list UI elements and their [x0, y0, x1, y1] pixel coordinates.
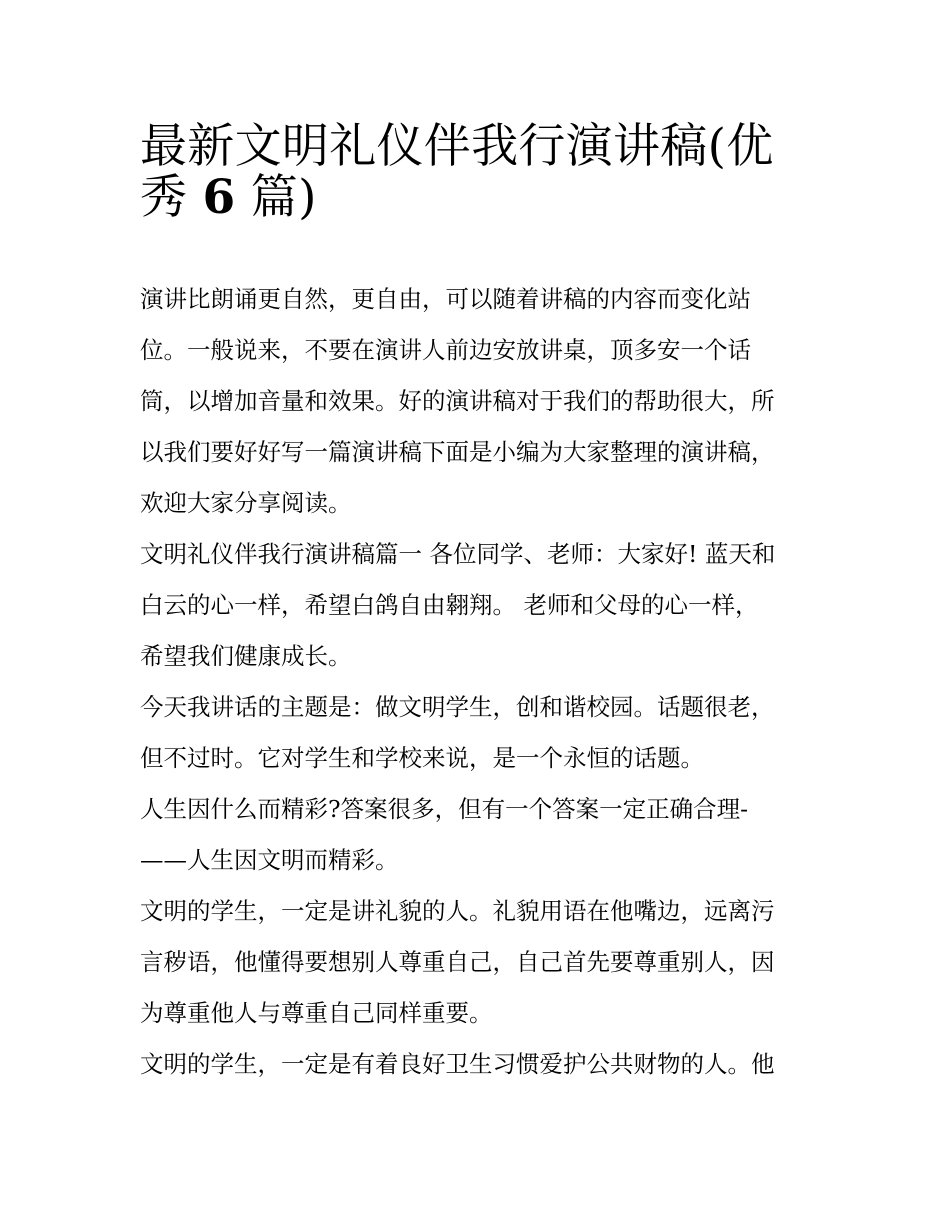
text-line: 演讲比朗诵更自然，更自由，可以随着讲稿的内容而变化站	[140, 285, 751, 313]
text-line: 为尊重他人与尊重自己同样重要。	[140, 999, 493, 1027]
paragraph-theme	[140, 682, 820, 784]
document-body	[140, 274, 820, 1090]
paragraph-intro	[140, 274, 820, 529]
text-line: ——人生因文明而精彩。	[140, 846, 399, 874]
paragraph-question	[140, 784, 820, 886]
text-line: 希望我们健康成长。	[140, 642, 352, 670]
text-line: 以我们要好好写一篇演讲稿下面是小编为大家整理的演讲稿，	[140, 438, 775, 466]
text-line: 人生因什么而精彩?答案很多，但有一个答案一定正确合理-	[140, 795, 749, 823]
text-line: 但不过时。它对学生和学校来说，是一个永恒的话题。	[140, 744, 704, 772]
text-line: 言秽语，他懂得要想别人尊重自己，自己首先要尊重别人，因	[140, 948, 775, 976]
paragraph-politeness	[140, 886, 820, 1039]
title-line-1: 最新文明礼仪伴我行演讲稿(优	[140, 119, 774, 174]
text-line: 文明礼仪伴我行演讲稿篇一 各位同学、老师：大家好! 蓝天和	[140, 540, 776, 568]
text-line: 今天我讲话的主题是：做文明学生，创和谐校园。话题很老，	[140, 693, 775, 721]
text-line: 文明的学生，一定是讲礼貌的人。礼貌用语在他嘴边，远离污	[140, 897, 775, 925]
document-title	[140, 112, 820, 225]
text-line: 筒，以增加音量和效果。好的演讲稿对于我们的帮助很大，所	[140, 387, 775, 415]
text-line: 白云的心一样，希望白鸽自由翱翔。 老师和父母的心一样，	[140, 591, 759, 619]
text-line: 位。一般说来，不要在演讲人前边安放讲桌，顶多安一个话	[140, 336, 751, 364]
text-line: 欢迎大家分享阅读。	[140, 489, 352, 517]
paragraph-hygiene	[140, 1039, 820, 1090]
text-line: 文明的学生，一定是有着良好卫生习惯爱护公共财物的人。他	[140, 1050, 775, 1078]
paragraph-greeting	[140, 529, 820, 682]
title-line-2: 秀 6 篇)	[140, 170, 317, 225]
